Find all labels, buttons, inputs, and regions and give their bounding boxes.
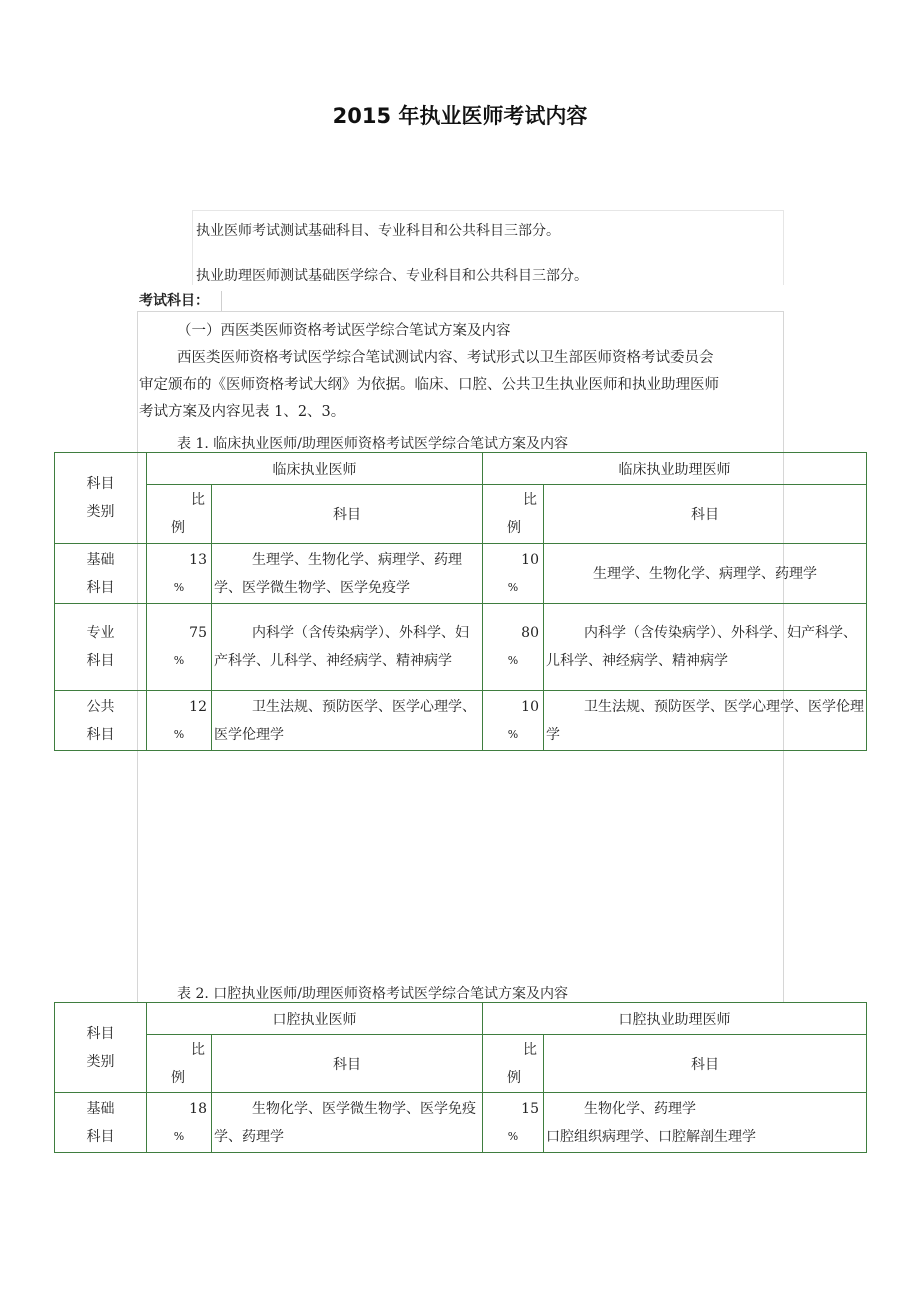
table1-subject-header-b: 科目 [544, 485, 867, 544]
section-label: 考试科目： [137, 291, 222, 312]
table2-row1-subject-a: 生物化学、医学微生物学、医学免疫学、药理学 [212, 1093, 483, 1153]
table1-group-b: 临床执业助理医师 [483, 453, 867, 485]
table2-category-header: 科目 类别 [55, 1003, 147, 1093]
table1-row1-category: 基础 科目 [55, 544, 147, 604]
table-row [55, 544, 867, 604]
table1-row3-ratio-a: 12 % [147, 691, 212, 751]
table2-row1-subject-b: 生物化学、药理学 口腔组织病理学、口腔解剖生理学 [544, 1093, 867, 1153]
table1-row2-category: 专业 科目 [55, 604, 147, 691]
table2-row1-category: 基础 科目 [55, 1093, 147, 1153]
paragraph-line-1: 西医类医师资格考试医学综合笔试测试内容、考试形式以卫生部医师资格考试委员会 [177, 350, 714, 366]
table2-group-a: 口腔执业医师 [147, 1003, 483, 1035]
table-row [55, 604, 867, 691]
table-1 [54, 452, 867, 751]
table1-group-a: 临床执业医师 [147, 453, 483, 485]
table1-row3-category: 公共 科目 [55, 691, 147, 751]
table1-row1-subject-a: 生理学、生物化学、病理学、药理学、医学微生物学、医学免疫学 [212, 544, 483, 604]
table-row [55, 691, 867, 751]
table1-row1-subject-b: 生理学、生物化学、病理学、药理学 [544, 544, 867, 604]
table1-row2-subject-b: 内科学（含传染病学）、外科学、妇产科学、儿科学、神经病学、精神病学 [544, 604, 867, 691]
table1-ratio-header-b: 比 例 [483, 485, 544, 544]
table1-row1-ratio-b: 10 % [483, 544, 544, 604]
table1-subject-header-a: 科目 [212, 485, 483, 544]
table2-ratio-header-b: 比 例 [483, 1035, 544, 1093]
section-heading: （一）西医类医师资格考试医学综合笔试方案及内容 [177, 323, 511, 339]
table2-row1-ratio-b: 15 % [483, 1093, 544, 1153]
table2-caption: 表 2. 口腔执业医师/助理医师资格考试医学综合笔试方案及内容 [177, 986, 568, 1002]
table-2 [54, 1002, 867, 1153]
intro-line-1: 执业医师考试测试基础科目、专业科目和公共科目三部分。 [196, 223, 560, 239]
table1-caption: 表 1. 临床执业医师/助理医师资格考试医学综合笔试方案及内容 [177, 436, 568, 452]
table1-row2-subject-a: 内科学（含传染病学）、外科学、妇产科学、儿科学、神经病学、精神病学 [212, 604, 483, 691]
table2-subject-header-b: 科目 [544, 1035, 867, 1093]
paragraph-line-3: 考试方案及内容见表 1、2、3。 [139, 404, 346, 420]
table1-row2-ratio-b: 80 % [483, 604, 544, 691]
page-title: 2015 年执业医师考试内容 [332, 104, 588, 128]
paragraph-line-2: 审定颁布的《医师资格考试大纲》为依据。临床、口腔、公共卫生执业医师和执业助理医师 [139, 377, 719, 393]
table-row [55, 1093, 867, 1153]
table1-row3-subject-a: 卫生法规、预防医学、医学心理学、医学伦理学 [212, 691, 483, 751]
table1-row2-ratio-a: 75 % [147, 604, 212, 691]
table2-ratio-header-a: 比 例 [147, 1035, 212, 1093]
table1-row3-subject-b: 卫生法规、预防医学、医学心理学、医学伦理学 [544, 691, 867, 751]
intro-line-2: 执业助理医师测试基础医学综合、专业科目和公共科目三部分。 [196, 268, 588, 284]
table2-subject-header-a: 科目 [212, 1035, 483, 1093]
table1-category-header: 科目 类别 [55, 453, 147, 544]
table1-ratio-header-a: 比 例 [147, 485, 212, 544]
table1-row1-ratio-a: 13 % [147, 544, 212, 604]
table2-row1-ratio-a: 18 % [147, 1093, 212, 1153]
table1-row3-ratio-b: 10 % [483, 691, 544, 751]
table2-group-b: 口腔执业助理医师 [483, 1003, 867, 1035]
